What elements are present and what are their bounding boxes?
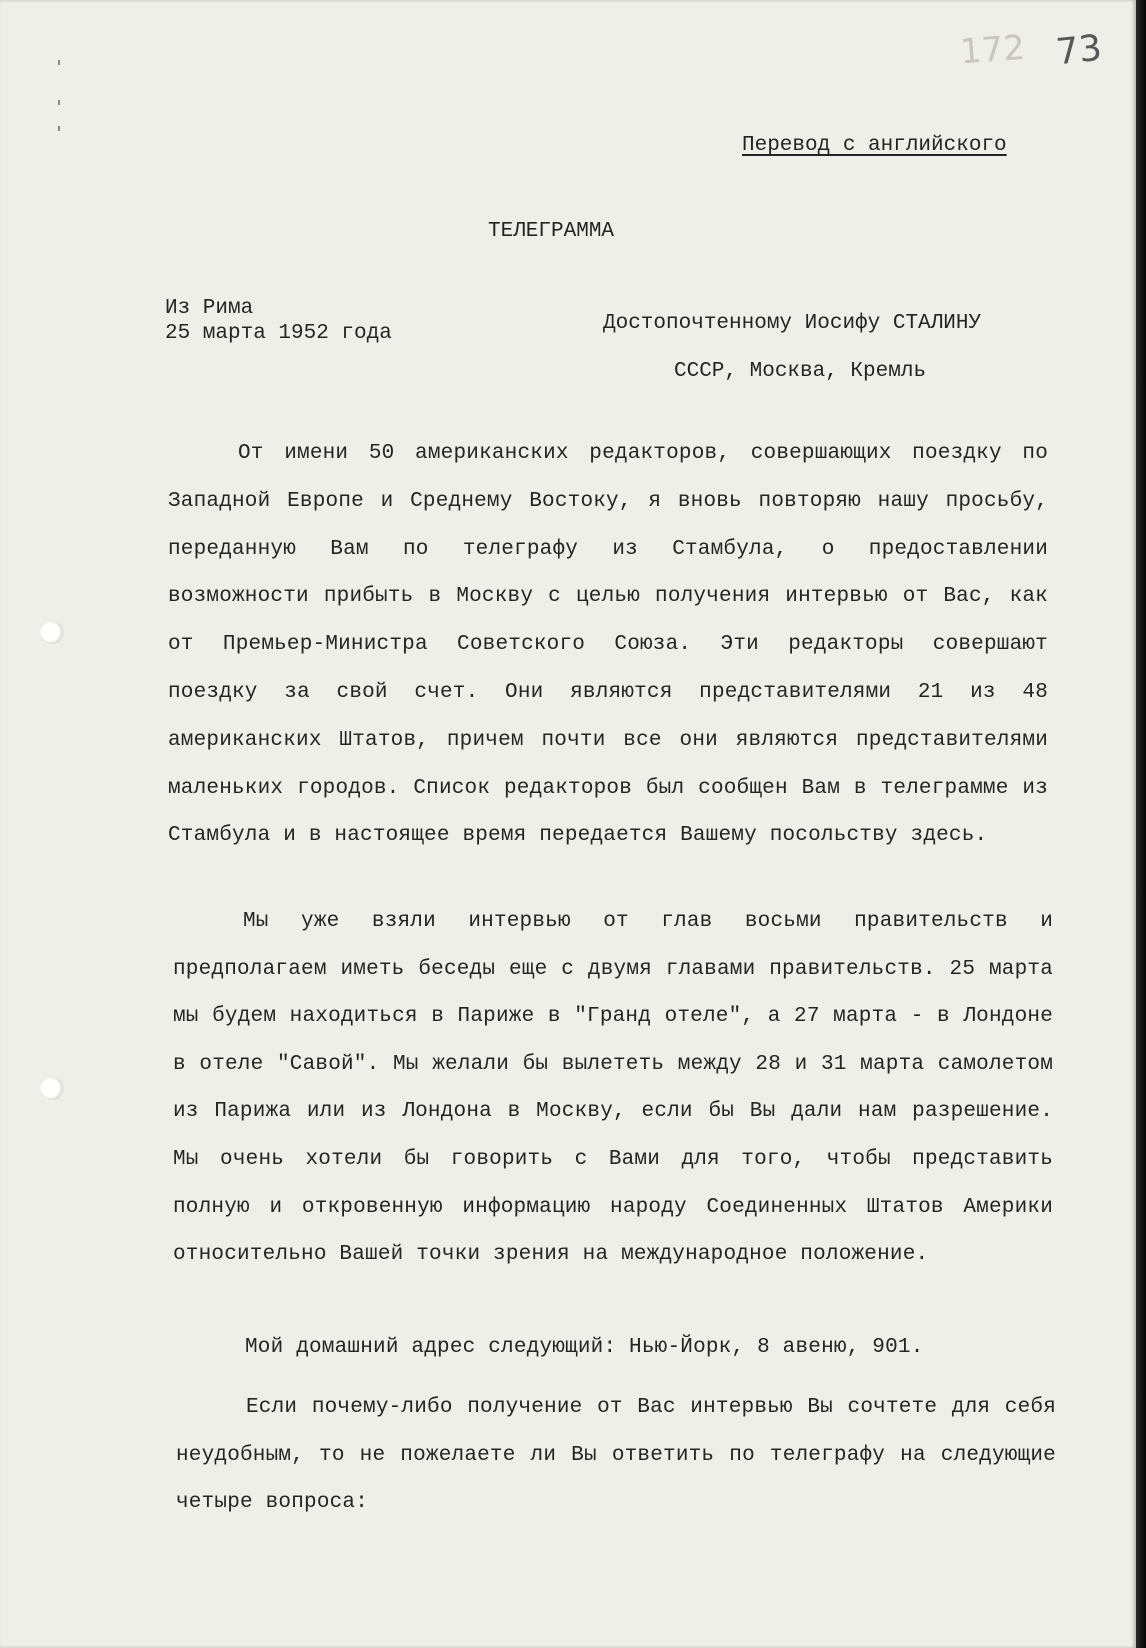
- margin-mark: [58, 60, 60, 65]
- archive-page-number: 73: [1053, 27, 1104, 74]
- origin-place: Из Рима: [165, 297, 254, 320]
- scan-edge: [1136, 0, 1146, 1648]
- origin-date: 25 марта 1952 года: [165, 322, 392, 345]
- punch-hole: [40, 622, 66, 644]
- body-paragraph-4: Если почему-либо получение от Вас интервью Вы сочтете для себя неудобным, то не пожелаете ли Вы ответить по телеграфу на следующие четыре вопроса:: [176, 1396, 1056, 1515]
- punch-hole: [40, 1078, 66, 1100]
- translation-note: Перевод с английского: [742, 134, 1007, 157]
- addressee-name: Достопочтенному Иосифу СТАЛИНУ: [603, 312, 982, 335]
- margin-mark: [58, 100, 60, 105]
- margin-mark: [58, 126, 60, 131]
- origin-block: [165, 296, 392, 346]
- addressee-location: СССР, Москва, Кремль: [674, 360, 927, 383]
- document-title: ТЕЛЕГРАММА: [488, 220, 615, 243]
- body-paragraph-1: От имени 50 американских редакторов, совершающих поездку по Западной Европе и Среднему Востоку, я вновь повторяю нашу просьбу, переданную Вам по телеграфу из Стамбула, о предоставлении возможности прибыть в Москву с целью получения интервью от Вас, как от Премьер-Министра Советского Союза. Эти редакторы совершают поездку за свой счет. Они являются представителями 21 из 48 американских Штатов, причем почти все они являются представителями маленьких городов. Список редакторов был сообщен Вам в телеграмме из Стамбула и в настоящее время передается Вашему посольству здесь.: [168, 442, 1048, 848]
- body-paragraph-3: Мой домашний адрес следующий: Нью-Йорк, 8 авеню, 901.: [245, 1336, 924, 1359]
- archive-page-number-old: 172: [958, 27, 1027, 73]
- body-paragraph-2: Мы уже взяли интервью от глав восьми правительств и предполагаем иметь беседы еще с двумя главами правительств. 25 марта мы будем находиться в Париже в "Гранд отеле", а 27 марта - в Лондоне в отеле "Савой". Мы желали бы вылететь между 28 и 31 марта самолетом из Парижа или из Лондона в Москву, если бы Вы дали нам разрешение. Мы очень хотели бы говорить с Вами для того, чтобы представить полную и откровенную информацию народу Соединенных Штатов Америки относительно Вашей точки зрения на международное положение.: [173, 910, 1053, 1267]
